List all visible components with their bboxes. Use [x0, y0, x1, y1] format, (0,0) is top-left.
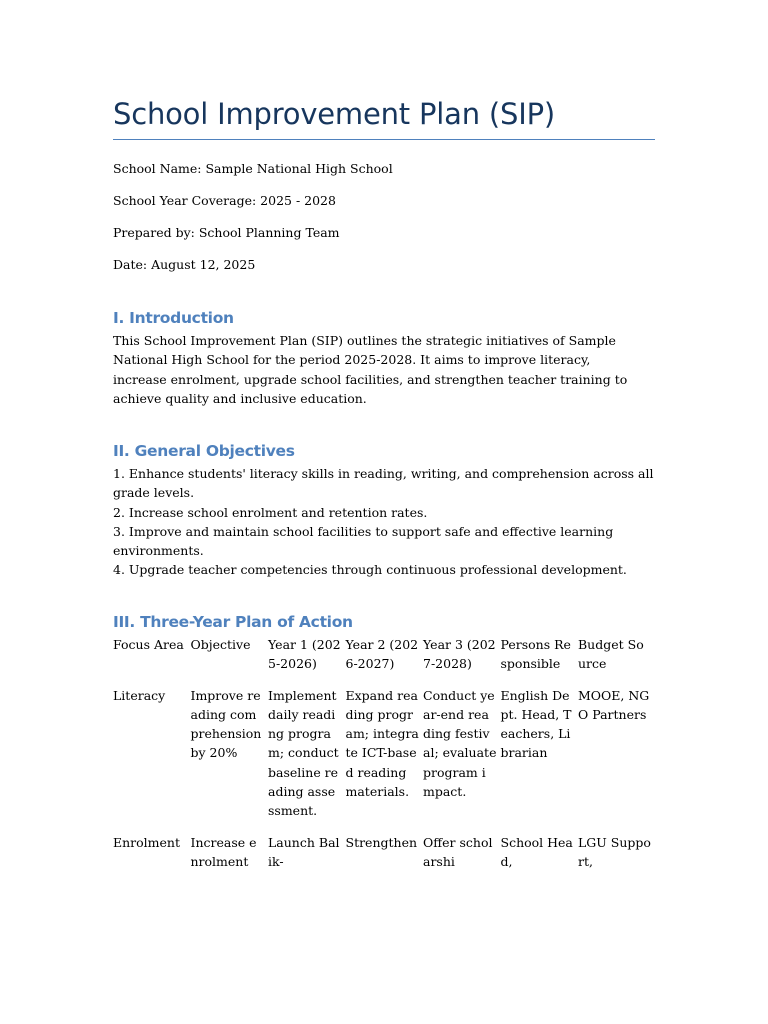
plan-of-action-table [113, 635, 656, 883]
header-budget-source: Budget Source [578, 637, 644, 672]
introduction-text: This School Improvement Plan (SIP) outlines the strategic initiatives of Sample National High School for the period 2025-2028. It aims to improve literacy, increase enrolment, upgrade school facilities, and strengthen teacher training to achieve quality and inclusive education. [113, 333, 628, 406]
objective-item: 4. Upgrade teacher competencies through continuous professional development. [113, 562, 627, 578]
table-cell: Offer scholarshi [423, 834, 493, 869]
table-cell: English Dept. Head, Teachers, Librarian [500, 687, 572, 761]
table-cell: Increase enrolment [190, 834, 257, 869]
table-cell: Implement daily reading program; conduct baseline reading assessment. [268, 687, 339, 819]
prepared-by: Prepared by: School Planning Team [113, 225, 340, 240]
objective-item: 2. Increase school enrolment and retention rates. [113, 504, 428, 520]
introduction-heading: I. Introduction [113, 309, 234, 327]
school-year-coverage: School Year Coverage: 2025 - 2028 [113, 193, 336, 208]
header-year-3: Year 3 (2027-2028) [423, 637, 496, 672]
document-date: Date: August 12, 2025 [113, 257, 256, 272]
table-cell: Strengthen [345, 834, 418, 850]
header-objective: Objective [190, 637, 251, 652]
header-year-2: Year 2 (2026-2027) [345, 637, 419, 672]
table-cell: Enrolment [113, 834, 180, 850]
table-row [113, 833, 656, 884]
objective-item: 1. Enhance students' literacy skills in reading, writing, and comprehension across all grade levels. [113, 466, 654, 501]
header-persons-responsible: Persons Responsible [500, 637, 571, 672]
table-cell: Conduct year-end reading festival; evaluate program impact. [423, 687, 497, 800]
table-cell: Improve reading comprehension by 20% [190, 687, 262, 761]
table-header-row [113, 635, 656, 686]
table-cell: MOOE, NGO Partners [578, 687, 650, 722]
document-title: School Improvement Plan (SIP) [113, 97, 555, 131]
objectives-heading: II. General Objectives [113, 442, 295, 460]
table-cell: Launch Balik- [268, 834, 340, 869]
title-underline [113, 139, 655, 140]
table-cell: Literacy [113, 687, 166, 703]
table-cell: Expand reading program; integrate ICT-based reading materials. [345, 687, 419, 800]
objectives-list [113, 464, 655, 580]
header-focus-area: Focus Area [113, 637, 184, 652]
table-row [113, 686, 656, 833]
header-year-1: Year 1 (2025-2026) [268, 637, 341, 672]
objective-item: 3. Improve and maintain school facilities to support safe and effective learning environments. [113, 523, 614, 559]
table-cell: School Head, [500, 834, 573, 869]
school-name: School Name: Sample National High School [113, 161, 393, 176]
table-cell: LGU Support, [578, 834, 651, 869]
plan-heading: III. Three-Year Plan of Action [113, 613, 353, 631]
